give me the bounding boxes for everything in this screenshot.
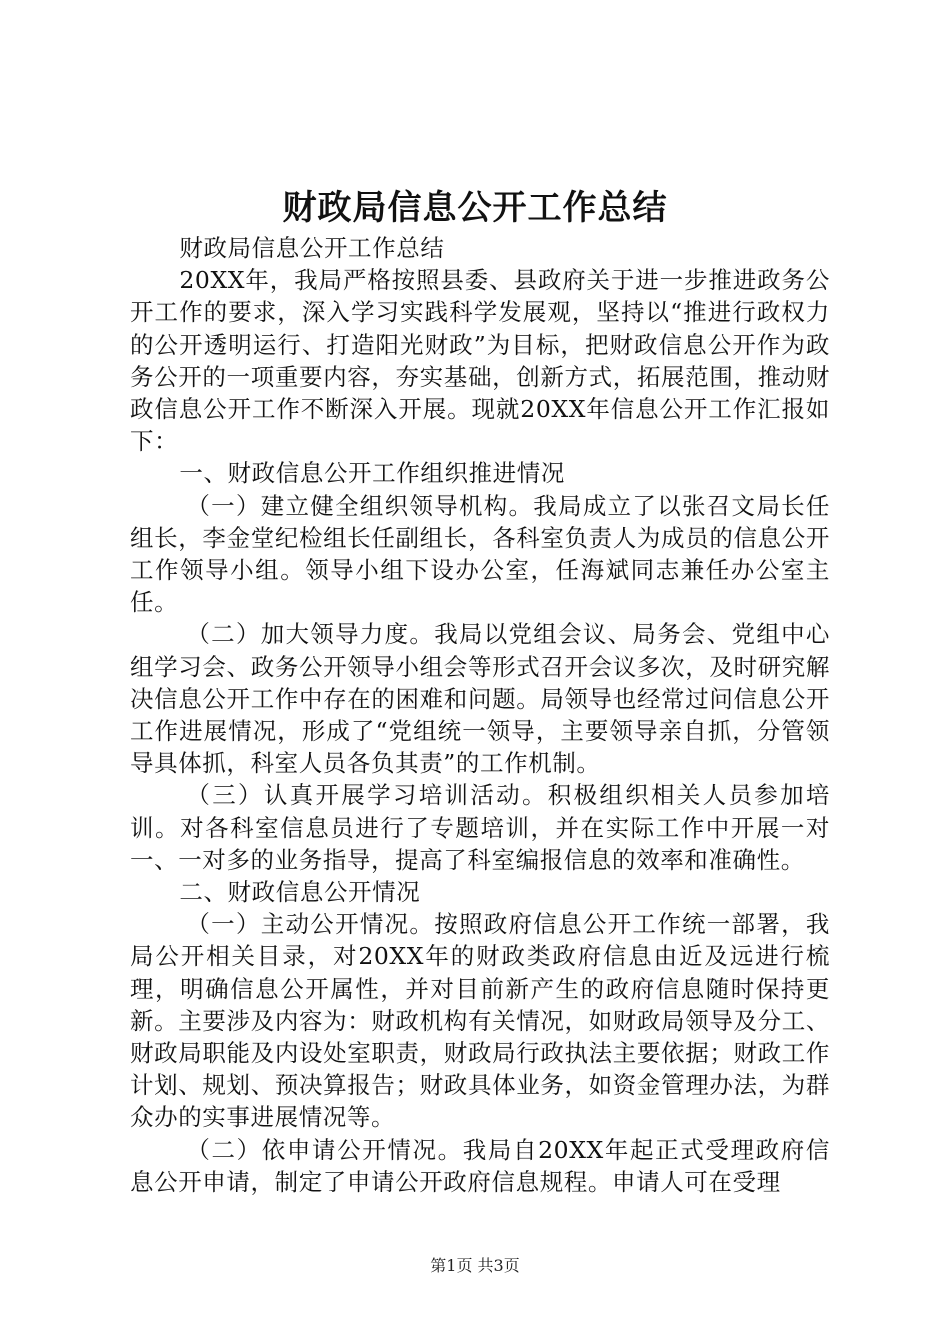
section-heading-1: 一、财政信息公开工作组织推进情况: [179, 459, 565, 488]
paragraph-intro: 20XX年，我局严格按照县委、县政府关于进一步推进政务公开工作的要求，深入学习实践科学发展观，坚持以“推进行政权力的公开透明运行、打造阳光财政”为目标，把财政信息公开作为政务公开的一项重要内容，夯实基础，创新方式，拓展范围，推动财政信息公开工作不断深入开展。现就20XX年信息公开工作汇报如下：: [130, 266, 830, 456]
paragraph-2-2: （二）依申请公开情况。我局自20XX年起正式受理政府信息公开申请，制定了申请公开政府信息规程。申请人可在受理: [130, 1135, 830, 1196]
paragraph-1-2: （二）加大领导力度。我局以党组会议、局务会、党组中心组学习会、政务公开领导小组会等形式召开会议多次，及时研究解决信息公开工作中存在的困难和问题。局领导也经常过问信息公开工作进展情况，形成了“党组统一领导，主要领导亲自抓，分管领导具体抓，科室人员各负其责”的工作机制。: [130, 620, 830, 778]
section-heading-2: 二、财政信息公开情况: [179, 878, 421, 907]
paragraph-2-1: （一）主动公开情况。按照政府信息公开工作统一部署，我局公开相关目录，对20XX年的财政类政府信息由近及远进行梳理，明确信息公开属性，并对目前新产生的政府信息随时保持更新。主要涉及内容为：财政机构有关情况，如财政局领导及分工、财政局职能及内设处室职责，财政局行政执法主要依据；财政工作计划、规划、预决算报告；财政具体业务，如资金管理办法，为群众办的实事进展情况等。: [130, 910, 830, 1132]
paragraph-heading-repeat: 财政局信息公开工作总结: [179, 234, 445, 262]
paragraph-1-3: （三）认真开展学习培训活动。积极组织相关人员参加培训。对各科室信息员进行了专题培训，并在实际工作中开展一对一、一对多的业务指导，提高了科室编报信息的效率和准确性。: [130, 781, 830, 874]
document-title: 财政局信息公开工作总结: [282, 188, 668, 228]
document-body: [130, 232, 830, 1198]
paragraph-1-1: （一）建立健全组织领导机构。我局成立了以张召文局长任组长，李金堂纪检组长任副组长，各科室负责人为成员的信息公开工作领导小组。领导小组下设办公室，任海斌同志兼任办公室主任。: [130, 491, 830, 617]
page-footer: 第1页 共3页: [430, 1256, 520, 1275]
